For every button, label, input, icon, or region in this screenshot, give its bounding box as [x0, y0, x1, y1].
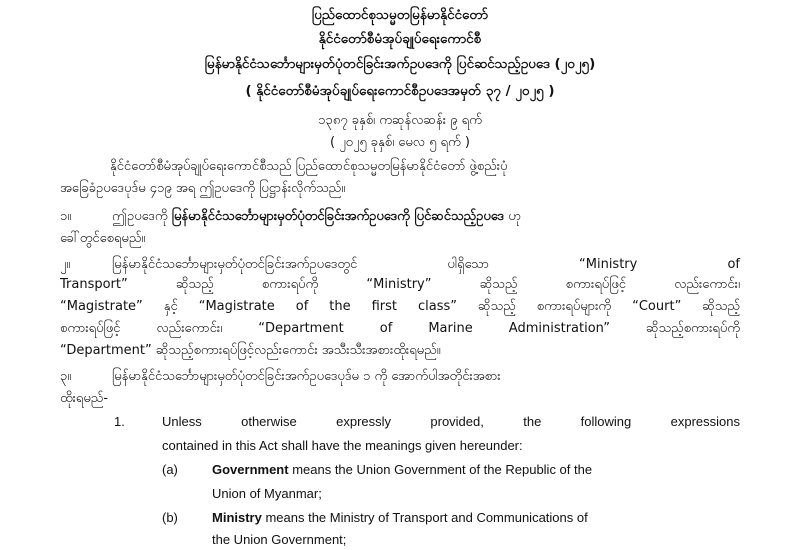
definition-a-label: (a) — [162, 462, 178, 477]
amendment-line-2: contained in this Act shall have the meanings given hereunder: — [162, 438, 523, 453]
definition-b-line-2: the Union Government; — [212, 532, 347, 547]
section-2-line-1: မြန်မာနိုင်ငံသင်္ဘောများမှတ်ပုံတင်ခြင်းအက်ဥပဒေတွင် ပါရှိသော “Ministry of — [112, 257, 740, 272]
state-title: ပြည်ထောင်စုသမ္မတမြန်မာနိုင်ငံတော် — [311, 7, 489, 23]
section-1-prefix: ဤဥပဒေကို — [112, 209, 168, 224]
amendment-line-1: Unless otherwise expressly provided, the following expressions — [162, 414, 740, 429]
definition-b-label: (b) — [162, 510, 178, 525]
section-2-line-5: “Department” ဆိုသည့်စကားရပ်ဖြင့်လည်းကောင်း အသီးသီးအစားထိုးရမည်။ — [60, 343, 441, 358]
myanmar-date: ၁၃၈၇ ခုနှစ်၊ ကဆုန်လဆန်း ၉ ရက် — [318, 113, 482, 128]
section-3-line-1: မြန်မာနိုင်ငံသင်္ဘောများမှတ်ပုံတင်ခြင်းအက်ဥပဒေပုဒ်မ ၁ ကို အောက်ပါအတိုင်းအစား — [112, 369, 501, 384]
section-3-line-2: ထိုးရမည်- — [60, 391, 109, 406]
section-1-number: ၁။ — [60, 209, 72, 224]
gregorian-date: ( ၂၀၂၅ ခုနှစ်၊ မေလ ၅ ရက် ) — [330, 135, 470, 150]
definition-b-term: Ministry — [212, 510, 262, 525]
section-2-line-4: စကားရပ်ဖြင့် လည်းကောင်း၊ “Department of Marine Administration” ဆိုသည့်စကားရပ်ကို — [60, 321, 740, 336]
preamble-line-2: အခြေခံဥပဒေပုဒ်မ ၄၁၉ အရ ဤဥပဒေကို ပြဋ္ဌာန်းလိုက်သည်။ — [60, 181, 346, 196]
definition-a-text: means the Union Government of the Republic of the — [288, 462, 593, 477]
section-1-short-title: မြန်မာနိုင်ငံသင်္ဘောများမှတ်ပုံတင်ခြင်းအက်ဥပဒေကို ပြင်ဆင်သည့်ဥပဒေ — [171, 209, 505, 224]
definition-a-line-2: Union of Myanmar; — [212, 486, 322, 501]
section-2-line-3: “Magistrate” နှင့် “Magistrate of the first class” ဆိုသည့် စကားရပ်များကို “Court” ဆိုသည့် — [60, 299, 740, 314]
law-number: ( နိုင်ငံတော်စီမံအုပ်ချုပ်ရေးကောင်စီဥပဒေအမှတ် ၃၇ / ၂၀၂၅ ) — [245, 83, 555, 99]
section-1-suffix: ဟု — [508, 209, 521, 224]
definition-a-line-1 — [212, 462, 592, 477]
section-2-number: ၂။ — [60, 257, 71, 272]
definition-b-text: means the Ministry of Transport and Communications of — [261, 510, 588, 525]
section-2-line-2: Transport” ဆိုသည့် စကားရပ်ကို “Ministry” ဆိုသည့် စကားရပ်ဖြင့် လည်းကောင်း၊ — [60, 277, 740, 292]
section-1-line-1 — [112, 208, 521, 227]
council-title: နိုင်ငံတော်စီမံအုပ်ချုပ်ရေးကောင်စီ — [318, 31, 482, 47]
section-1-line-2: ခေါ်တွင်စေရမည်။ — [60, 231, 146, 246]
definition-a-term: Government — [212, 462, 289, 477]
amendment-item-number: 1. — [114, 414, 125, 429]
definition-b-line-1 — [212, 510, 588, 525]
preamble-line-1: နိုင်ငံတော်စီမံအုပ်ချုပ်ရေးကောင်စီသည် ပြည်ထောင်စုသမ္မတမြန်မာနိုင်ငံတော် ဖွဲ့စည်းပုံ — [110, 159, 508, 174]
section-3-number: ၃။ — [60, 369, 72, 384]
law-title: မြန်မာနိုင်ငံသင်္ဘောများမှတ်ပုံတင်ခြင်းအက်ဥပဒေကို ပြင်ဆင်သည့်ဥပဒေ (၂၀၂၅) — [204, 56, 596, 72]
